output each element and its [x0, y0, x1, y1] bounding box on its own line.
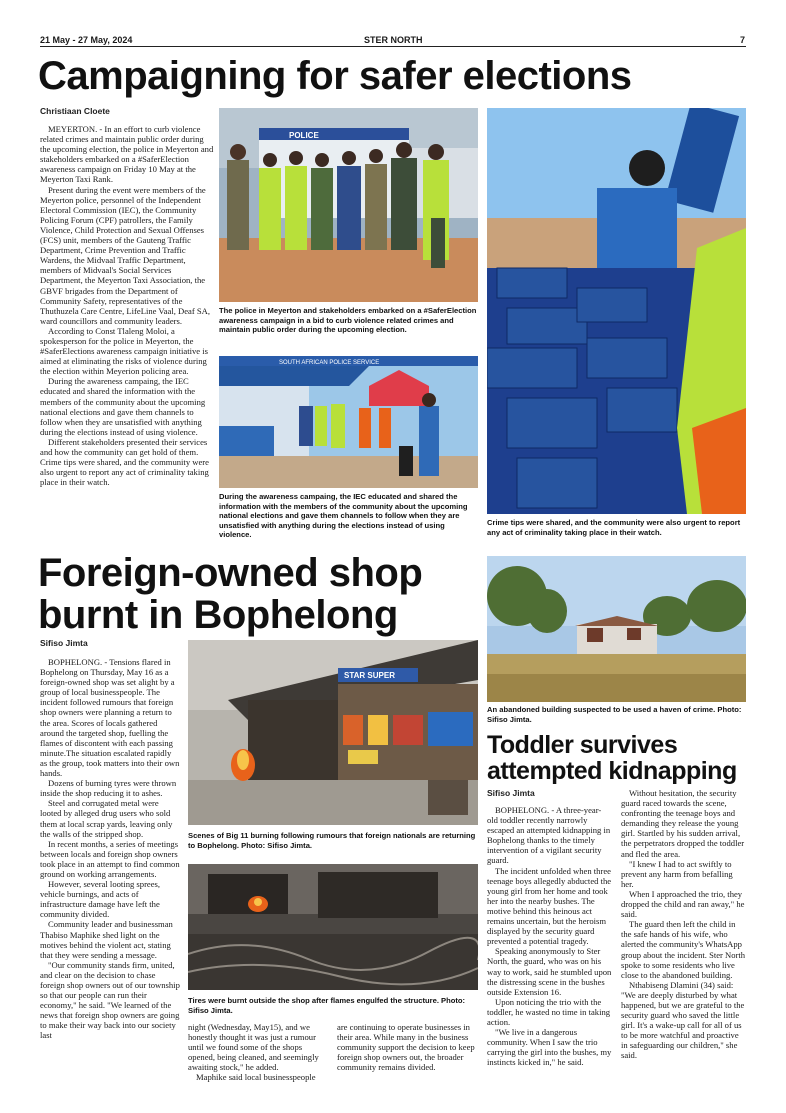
article3-paragraph: "I knew I had to act swiftly to prevent any harm from befalling her.: [621, 858, 733, 889]
header-rule: [40, 46, 746, 47]
article1-paragraph: Different stakeholders presented their services and how the community can get hold of them. Crime tips were shared, and the community were also urgent to report any act of criminality taking place in their watch.: [40, 436, 209, 488]
caption-photo-iec: During the awareness campaing, the IEC educated and shared the information with the members of the community about the upcoming national elections and gave them channels to follow when they are unsatisfied with anything during the elections instead of using violence.: [219, 492, 468, 540]
headline-line: attempted kidnapping: [487, 757, 737, 785]
article2-paragraph: Maphike said local businesspeople: [196, 1072, 316, 1083]
paper-name: STER NORTH: [364, 35, 423, 45]
article3-paragraph: Upon noticing the trio with the toddler, he wasted no time in taking action.: [487, 996, 611, 1027]
article2-col1: [40, 657, 180, 1105]
article2-paragraph: BOPHELONG. - Tensions flared in Bophelong on Thursday, May 16 as a foreign-owned shop was set alight by a group of local businesspeople. The incident followed rumours that foreign shop owners were planning a return to the area. Scores of locals gathered around the targeted shop, fuelling the flames of discontent with each passing minute.The situation escalated rapidly as the group, took matters into their own hands.: [40, 657, 180, 779]
article2-paragraph: Community leader and businessman Thabiso Maphike shed light on the motives behind the violent act, stating that they were sending a message.: [40, 919, 173, 960]
issue-date: 21 May - 27 May, 2024: [40, 35, 133, 45]
shop-sign-label: STAR SUPER: [344, 671, 395, 680]
photo-burnt-tyres: [188, 864, 478, 990]
photo-burning-shop: [188, 640, 478, 825]
article2-paragraph: "Our community stands firm, united, and clear on the decision to chase foreign shop owners out of our township so that our people can run their economy," he said. "We learned of the news that foreign shop owners are going to make their way back into our society last: [40, 959, 180, 1041]
article3-paragraph: BOPHELONG. - A three-year-old toddler recently narrowly escaped an attempted kidnapping in Bophelong thanks to the timely intervention of a vigilant security guard.: [487, 805, 611, 866]
caption-photo-burning-shop: Scenes of Big 11 burning following rumours that foreign nationals are returning to Bophelong. Photo: Sifiso Jimta.: [188, 831, 476, 850]
article2-paragraph: are continuing to operate businesses in their area. While many in the business community support the decision to keep foreign shop owners out, the broader community remains divided.: [337, 1022, 475, 1073]
article3-paragraph: The incident unfolded when three teenage boys allegedly abducted the young girl from her home and took her into the nearby bushes. The motive behind this heinous act remains uncertain, but the heroism displayed by the security guard prevented a potential tragedy.: [487, 865, 612, 947]
article2-paragraph: However, several looting sprees, vehicle burnings, and acts of infrastructure damage have left the community divided.: [40, 879, 161, 920]
van-label: POLICE: [289, 131, 319, 140]
article2-paragraph: night (Wednesday, May15), and we honestly thought it was just a rumour until we found some of the shops opened, being cleaned, and seemingly awaiting stock," he added.: [188, 1022, 319, 1073]
article2-paragraph: Dozens of burning tyres were thrown inside the shop reducing it to ashes.: [40, 778, 177, 799]
photo-iec-tent: [219, 356, 478, 488]
page-number: 7: [740, 35, 746, 45]
article3-paragraph: Speaking anonymously to Ster North, the guard, who was on his way to work, said he stumbled upon the distressing scene in the bushes outside Extension 16.: [487, 946, 612, 997]
photo-police-group: [219, 108, 478, 302]
headline-foreign-shop: [38, 552, 478, 636]
article1-paragraph: During the awareness campaing, the IEC educated and shared the information with the members of the community about the upcoming national elections and gave them channels to follow when they are unsatisfied with anything during the elections instead of using violence.: [40, 376, 206, 437]
caption-photo-abandoned-building: An abandoned building suspected to be used a haven of crime. Photo: Sifiso Jimta.: [487, 705, 742, 724]
headline-line: burnt in Bophelong: [38, 593, 398, 637]
article3-paragraph: The guard then left the child in the safe hands of his wife, who alerted the community's WhatsApp group about the incident. Ster North spoke to some residents who live close to the abandoned building.: [621, 919, 746, 980]
article2-paragraph: Steel and corrugated metal were looted by alleged drug users who sold them at local scrap yards, leaving only the walls of the stripped shop.: [40, 798, 173, 839]
article2-paragraph: In recent months, a series of meetings between locals and foreign shop owners took place in an attempt to find common ground on working arrangements.: [40, 838, 180, 879]
banner-label: SOUTH AFRICAN POLICE SERVICE: [279, 360, 380, 366]
article1-paragraph: Present during the event were members of the Meyerton police, personnel of the Independent Electoral Commission (IEC), the Community Policing Forum (CPF) patrollers, the Family Violence, Child Protection and Sexual Offenses (FCS) unit, members of the Gauteng Traffic Department, Crime Prevention and Traffic Wardens, the Midvaal Traffic Department, members of Midvaal's Social Services Department, the Meyerton Taxi Association, the GBVF brigades from the Department of Community Safety, representatives of the Thuthuzela Care Centre, LifeLine Vaal, Deaf SA, ward councillors and community leaders.: [40, 184, 210, 326]
article3-paragraph: When I approached the trio, they dropped the child and ran away," he said.: [621, 888, 745, 920]
byline-article1: Christiaan Cloete: [40, 106, 110, 116]
article3-paragraph: "We live in a dangerous community. When I saw the trio carrying the girl into the bushes, my instincts kicked in," he said.: [487, 1027, 612, 1068]
caption-photo-burnt-tyres: Tires were burnt outside the shop after flames engulfed the structure. Photo: Sifiso Jimta.: [188, 996, 466, 1015]
article2-col2: [188, 1022, 330, 1106]
article1-paragraph: According to Const Tlaleng Moloi, a spokesperson for the police in Meyerton, the #SaferElections awareness campaign initiative is aimed at eliminating the risks of violence during the election within Meyerion policing area.: [40, 325, 208, 377]
caption-photo-police: The police in Meyerton and stakeholders embarked on a #SaferElection awareness campaign in a bid to curb violence related crimes and maintain public order during the upcoming election.: [219, 306, 477, 335]
article1-paragraph: MEYERTON. - In an effort to curb violence related crimes and maintain public order during the upcoming election, the police in Meyerton and stakeholders embarked on a #SaferElection awareness campaign on Friday 10 May at the Meyerton Taxi Rank.: [40, 124, 214, 185]
article3-col1: [487, 805, 612, 1105]
photo-abandoned-building: [487, 556, 746, 702]
article2-col3: [337, 1022, 479, 1106]
article1-body: [40, 124, 214, 540]
article3-paragraph: Nthabiseng Dlamini (34) said: "We are deeply disturbed by what happened, but we are grateful to the security guard who saved the little girl. It's a wake-up call for all of us to be more watchful and proactive in safeguarding our children," she said.: [621, 979, 745, 1061]
headline-line: Foreign-owned shop: [38, 551, 423, 595]
headline-campaigning: Campaigning for safer elections: [38, 54, 632, 98]
byline-article2: Sifiso Jimta: [40, 638, 88, 648]
caption-photo-crime-tips: Crime tips were shared, and the community were also urgent to report any act of criminality taking place in their watch.: [487, 518, 741, 537]
byline-article3: Sifiso Jimta: [487, 788, 535, 798]
headline-toddler: [487, 732, 747, 784]
photo-crime-tips-table: [487, 108, 746, 514]
article3-col2: [621, 788, 746, 1106]
headline-line: Toddler survives: [487, 731, 678, 759]
article3-paragraph: Without hesitation, the security guard raced towards the scene, confronting the teenage boys and demanding they release the young girl. Startled by his sudden arrival, the perpetrators dropped the toddler and fled the area.: [621, 788, 745, 859]
